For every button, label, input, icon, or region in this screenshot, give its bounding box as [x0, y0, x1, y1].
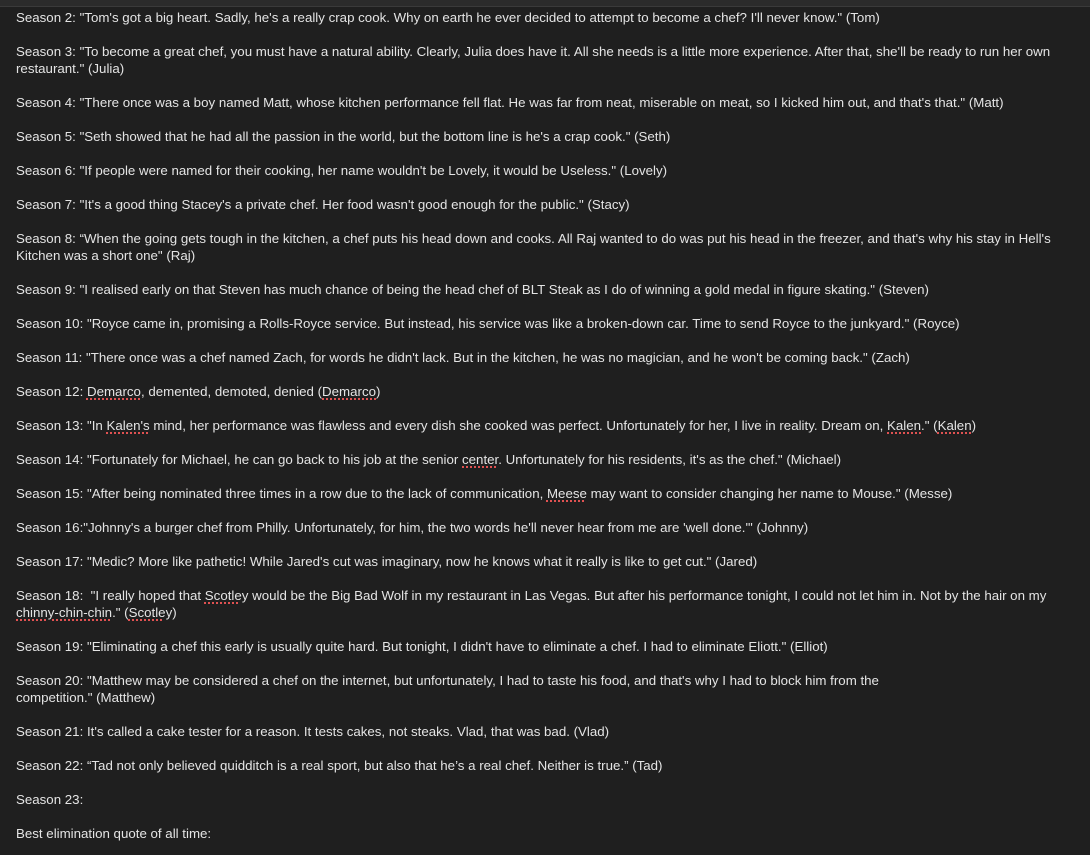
paragraph-text: Season 16:"Johnny's a burger chef from Philly. Unfortunately, for him, the two words he'll never hear from me are 'well done.'" (Johnny) [16, 520, 809, 535]
paragraph-text: , demented, demoted, denied ( [140, 384, 323, 399]
paragraph-text: ) [971, 418, 977, 433]
paragraph-text: Season 8: “When the going gets tough in the kitchen, a chef puts his head down and cooks. All Raj wanted to do was put his head in the freezer, and that's why his stay in Hell's Kitchen was a short one" (Raj) [16, 231, 1055, 263]
paragraph-text: Season 11: "There once was a chef named Zach, for words he didn't lack. But in the kitchen, he was no magician, and he won't be coming back." (Zach) [16, 350, 910, 365]
quote-paragraph[interactable] [16, 281, 1074, 298]
paragraph-text: Season 17: "Medic? More like pathetic! While Jared's cut was imaginary, now he knows what it really is like to get cut." (Jared) [16, 554, 758, 569]
paragraph-text: ." ( [921, 418, 938, 433]
quote-paragraph[interactable] [16, 162, 1074, 179]
paragraph-text: Season 19: "Eliminating a chef this early is usually quite hard. But tonight, I didn't have to eliminate a chef. I had to eliminate Eliott." (Elliot) [16, 639, 828, 654]
paragraph-text: ) [172, 605, 177, 620]
quote-paragraph[interactable] [16, 196, 1074, 213]
quote-paragraph[interactable] [16, 43, 1074, 77]
quote-paragraph[interactable] [16, 349, 1074, 366]
paragraph-text: Season 18: "I really hoped that [16, 588, 205, 603]
paragraph-text: ." ( [112, 605, 129, 620]
quote-paragraph[interactable] [16, 315, 1074, 332]
spellcheck-flagged-word[interactable]: Scotley [128, 605, 173, 620]
spellcheck-flagged-word[interactable]: Scotley [204, 588, 249, 603]
quote-paragraph[interactable] [16, 672, 1074, 706]
document-body[interactable] [16, 9, 1074, 842]
paragraph-text: Best elimination quote of all time: [16, 826, 212, 841]
paragraph-text: Season 13: "In [16, 418, 107, 433]
paragraph-text: Season 12: [16, 384, 87, 399]
paragraph-text: ) [376, 384, 381, 399]
paragraph-text: Season 3: "To become a great chef, you must have a natural ability. Clearly, Julia does have it. All she needs is a little more experience. After that, she'll be ready to run her own restaurant." (Julia) [16, 44, 1054, 76]
quote-paragraph[interactable] [16, 553, 1074, 570]
paragraph-text: Season 4: "There once was a boy named Matt, whose kitchen performance fell flat. He was far from neat, miserable on meat, so I kicked him out, and that's that." (Matt) [16, 95, 1004, 110]
paragraph-text: Season 10: "Royce came in, promising a Rolls-Royce service. But instead, his service was like a broken-down car. Time to send Royce to the junkyard." (Royce) [16, 316, 960, 331]
paragraph-text: Season 15: "After being nominated three times in a row due to the lack of communication, [16, 486, 547, 501]
paragraph-text: . Unfortunately for his residents, it's as the chef." (Michael) [498, 452, 842, 467]
quote-paragraph[interactable] [16, 230, 1074, 264]
paragraph-text: Season 7: "It's a good thing Stacey's a private chef. Her food wasn't good enough for the public." (Stacy) [16, 197, 630, 212]
paragraph-text: may want to consider changing her name to Mouse." (Messe) [586, 486, 953, 501]
paragraph-text: Season 22: “Tad not only believed quidditch is a real sport, but also that he’s a real chef. Neither is true.” (Tad) [16, 758, 663, 773]
paragraph-text: Season 20: "Matthew may be considered a chef on the internet, but unfortunately, I had to taste his food, and that's why I had to block him from the competition." (Matthew) [16, 673, 879, 705]
paragraph-text: Season 21: It's called a cake tester for a reason. It tests cakes, not steaks. Vlad, that was bad. (Vlad) [16, 724, 610, 739]
quote-paragraph[interactable] [16, 825, 1074, 842]
quote-paragraph[interactable] [16, 417, 1074, 434]
paragraph-text: mind, her performance was flawless and every dish she cooked was perfect. Unfortunately for her, I live in reality. Dream on, [149, 418, 888, 433]
spellcheck-flagged-word[interactable]: Kalen [887, 418, 922, 433]
paragraph-text: would be the Big Bad Wolf in my restaurant in Las Vegas. But after his performance tonight, I could not let him in. Not by the hair on my [248, 588, 1051, 603]
quote-paragraph[interactable] [16, 791, 1074, 808]
quote-paragraph[interactable] [16, 9, 1074, 26]
spellcheck-flagged-word[interactable]: Kalen [937, 418, 972, 433]
quote-paragraph[interactable] [16, 723, 1074, 740]
spellcheck-flagged-word[interactable]: center [462, 452, 499, 467]
spellcheck-flagged-word[interactable]: chinny-chin-chin [16, 605, 113, 620]
quote-paragraph[interactable] [16, 757, 1074, 774]
quote-paragraph[interactable] [16, 485, 1074, 502]
window-top-edge [0, 0, 1090, 7]
spellcheck-flagged-word[interactable]: Kalen's [106, 418, 150, 433]
paragraph-text: Season 14: "Fortunately for Michael, he can go back to his job at the senior [16, 452, 462, 467]
quote-paragraph[interactable] [16, 94, 1074, 111]
quote-paragraph[interactable] [16, 451, 1074, 468]
quote-paragraph[interactable] [16, 638, 1074, 655]
spellcheck-flagged-word[interactable]: Demarco [86, 384, 141, 399]
paragraph-text: Season 9: "I realised early on that Steven has much chance of being the head chef of BLT Steak as I do of winning a gold medal in figure skating." (Steven) [16, 282, 929, 297]
quote-paragraph[interactable] [16, 128, 1074, 145]
paragraph-text: Season 6: "If people were named for their cooking, her name wouldn't be Lovely, it would be Useless." (Lovely) [16, 163, 668, 178]
quote-paragraph[interactable] [16, 383, 1074, 400]
paragraph-text: Season 2: "Tom's got a big heart. Sadly, he's a really crap cook. Why on earth he ever decided to attempt to become a chef? I'll never know." (Tom) [16, 10, 880, 25]
spellcheck-flagged-word[interactable]: Demarco [322, 384, 376, 399]
spellcheck-flagged-word[interactable]: Meese [546, 486, 587, 501]
quote-paragraph[interactable] [16, 519, 1074, 536]
paragraph-text: Season 5: "Seth showed that he had all the passion in the world, but the bottom line is he's a crap cook." (Seth) [16, 129, 671, 144]
quote-paragraph[interactable] [16, 587, 1074, 621]
paragraph-text: Season 23: [16, 792, 84, 807]
